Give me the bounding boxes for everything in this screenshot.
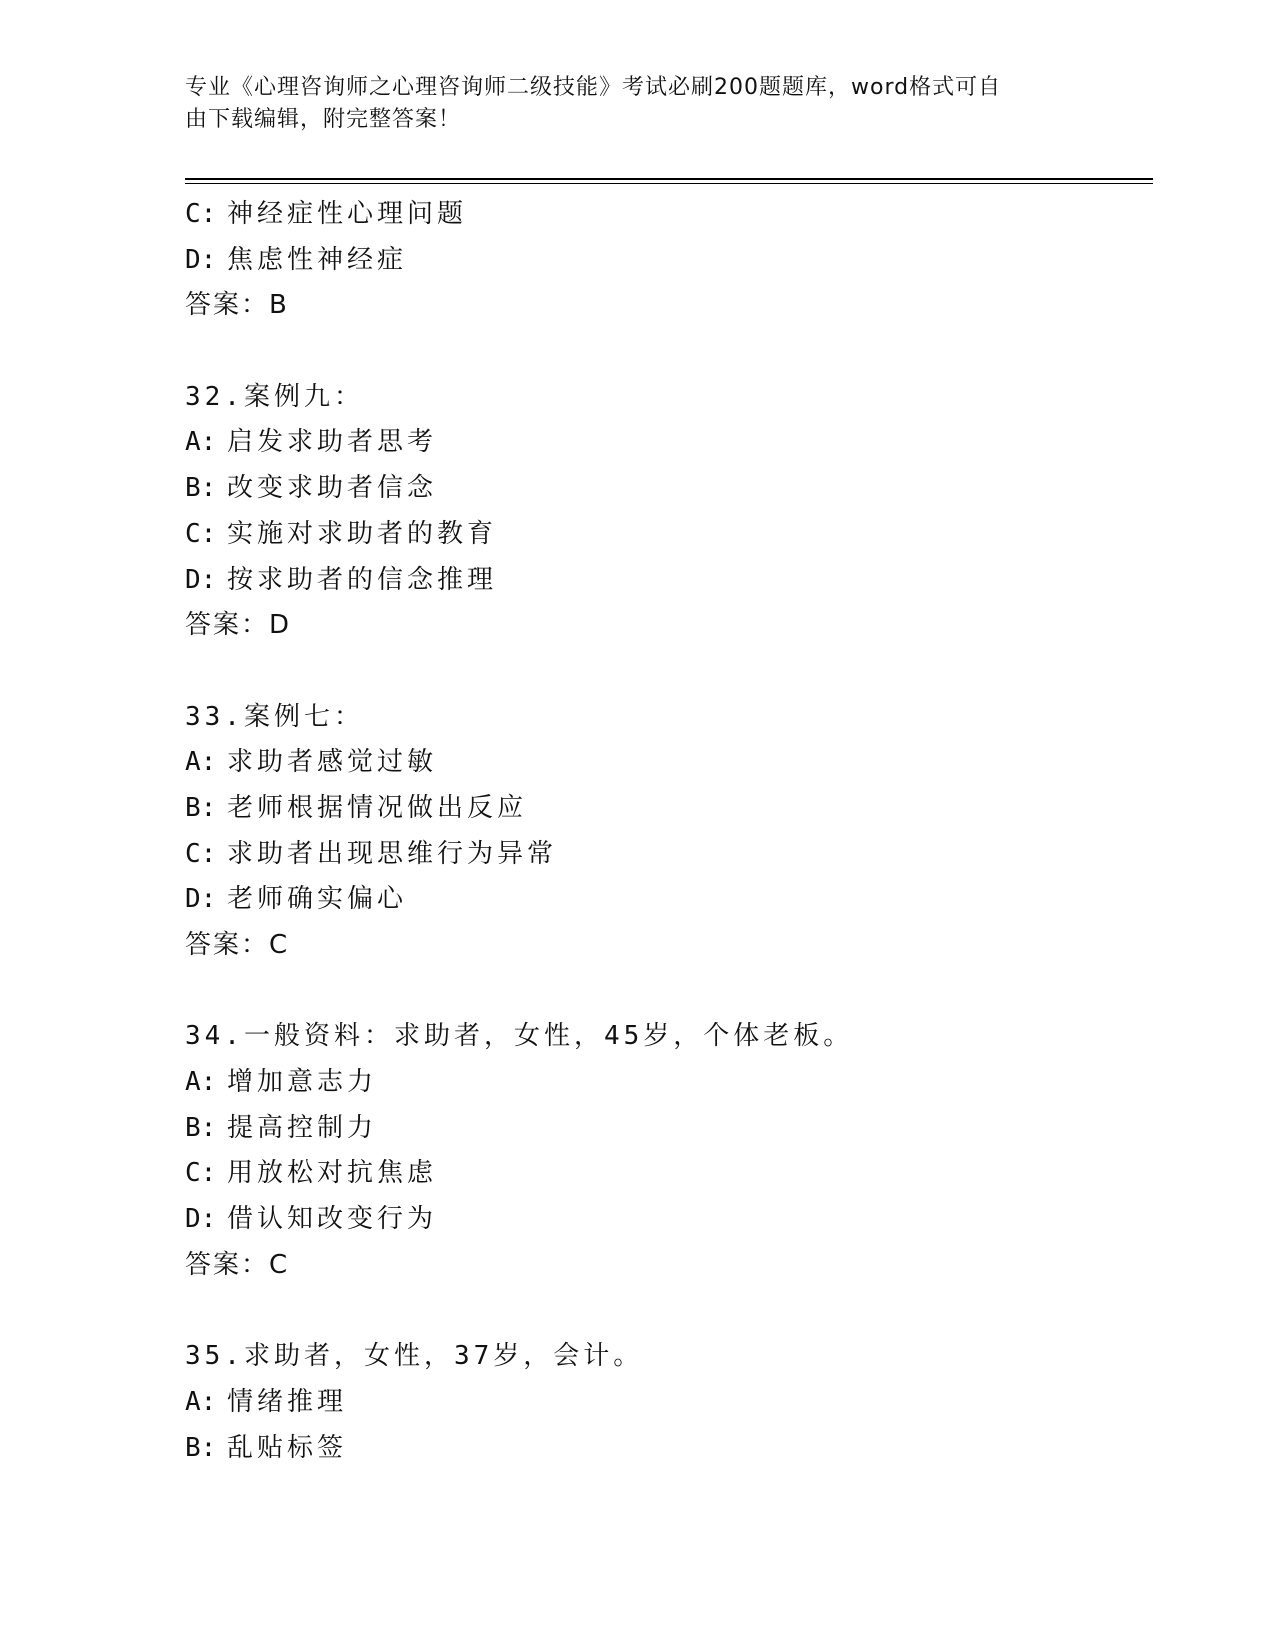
option-item [185, 1197, 1145, 1243]
option-letter: B: [185, 1432, 217, 1463]
option-text: 借认知改变行为 [227, 1204, 438, 1235]
option-text: 神经症性心理问题 [227, 199, 468, 229]
answer-line: 答案：D [185, 610, 292, 641]
option-item [185, 466, 1145, 512]
option-letter: A: [185, 747, 217, 778]
option-item [185, 786, 1145, 832]
option-text: 增加意志力 [227, 1067, 378, 1098]
spacer [185, 969, 1145, 1015]
question-stem: 33.案例七： [185, 701, 364, 732]
header-divider-thick [185, 178, 1153, 180]
option-item [185, 740, 1145, 786]
option-text: 按求助者的信念推理 [227, 564, 498, 595]
question-stem: 34.一般资料：求助者，女性，45岁，个体老板。 [185, 1021, 854, 1052]
option-item [185, 1060, 1145, 1106]
option-text: 启发求助者思考 [227, 427, 438, 458]
option-letter: C: [185, 838, 217, 869]
option-text: 用放松对抗焦虑 [227, 1158, 438, 1189]
option-text: 求助者出现思维行为异常 [227, 838, 558, 869]
option-letter: D: [185, 244, 217, 275]
option-text: 情绪推理 [227, 1386, 348, 1417]
question-list [185, 192, 1145, 1471]
option-item [185, 832, 1145, 878]
answer-line: 答案：C [185, 930, 290, 960]
option-item [185, 1380, 1145, 1426]
option-letter: C: [185, 199, 217, 229]
question-stem: 35.求助者，女性，37岁，会计。 [185, 1341, 644, 1372]
option-item [185, 1426, 1145, 1472]
option-text: 焦虑性神经症 [227, 244, 408, 275]
option-text: 乱贴标签 [227, 1432, 348, 1463]
option-item [185, 877, 1145, 923]
header-divider-thin [185, 183, 1153, 184]
option-item [185, 192, 1145, 238]
option-item [185, 1106, 1145, 1152]
option-text: 求助者感觉过敏 [227, 747, 438, 778]
option-text: 改变求助者信念 [227, 473, 438, 504]
spacer [185, 1289, 1145, 1335]
spacer [185, 649, 1145, 695]
option-letter: A: [185, 1067, 217, 1098]
option-letter: D: [185, 884, 217, 915]
option-text: 老师确实偏心 [227, 884, 408, 915]
header-line-2: 由下载编辑，附完整答案！ [185, 107, 462, 132]
spacer [185, 329, 1145, 375]
option-text: 提高控制力 [227, 1112, 378, 1143]
document-header [185, 72, 1065, 136]
option-letter: C: [185, 518, 217, 549]
option-text: 实施对求助者的教育 [227, 518, 498, 549]
option-letter: A: [185, 427, 217, 458]
option-letter: A: [185, 1386, 217, 1417]
header-line-1: 专业《心理咨询师之心理咨询师二级技能》考试必刷200题题库，word格式可自 [185, 75, 1002, 100]
option-item [185, 420, 1145, 466]
option-letter: B: [185, 473, 217, 504]
option-item [185, 1151, 1145, 1197]
option-item [185, 238, 1145, 284]
answer-line: 答案：B [185, 290, 289, 321]
option-letter: B: [185, 1112, 217, 1143]
option-letter: B: [185, 792, 217, 823]
option-letter: C: [185, 1158, 217, 1189]
option-item [185, 558, 1145, 604]
answer-line: 答案：C [185, 1249, 290, 1280]
option-letter: D: [185, 1204, 217, 1235]
option-text: 老师根据情况做出反应 [227, 792, 528, 823]
option-letter: D: [185, 564, 217, 595]
option-item [185, 512, 1145, 558]
question-stem: 32.案例九： [185, 381, 364, 412]
